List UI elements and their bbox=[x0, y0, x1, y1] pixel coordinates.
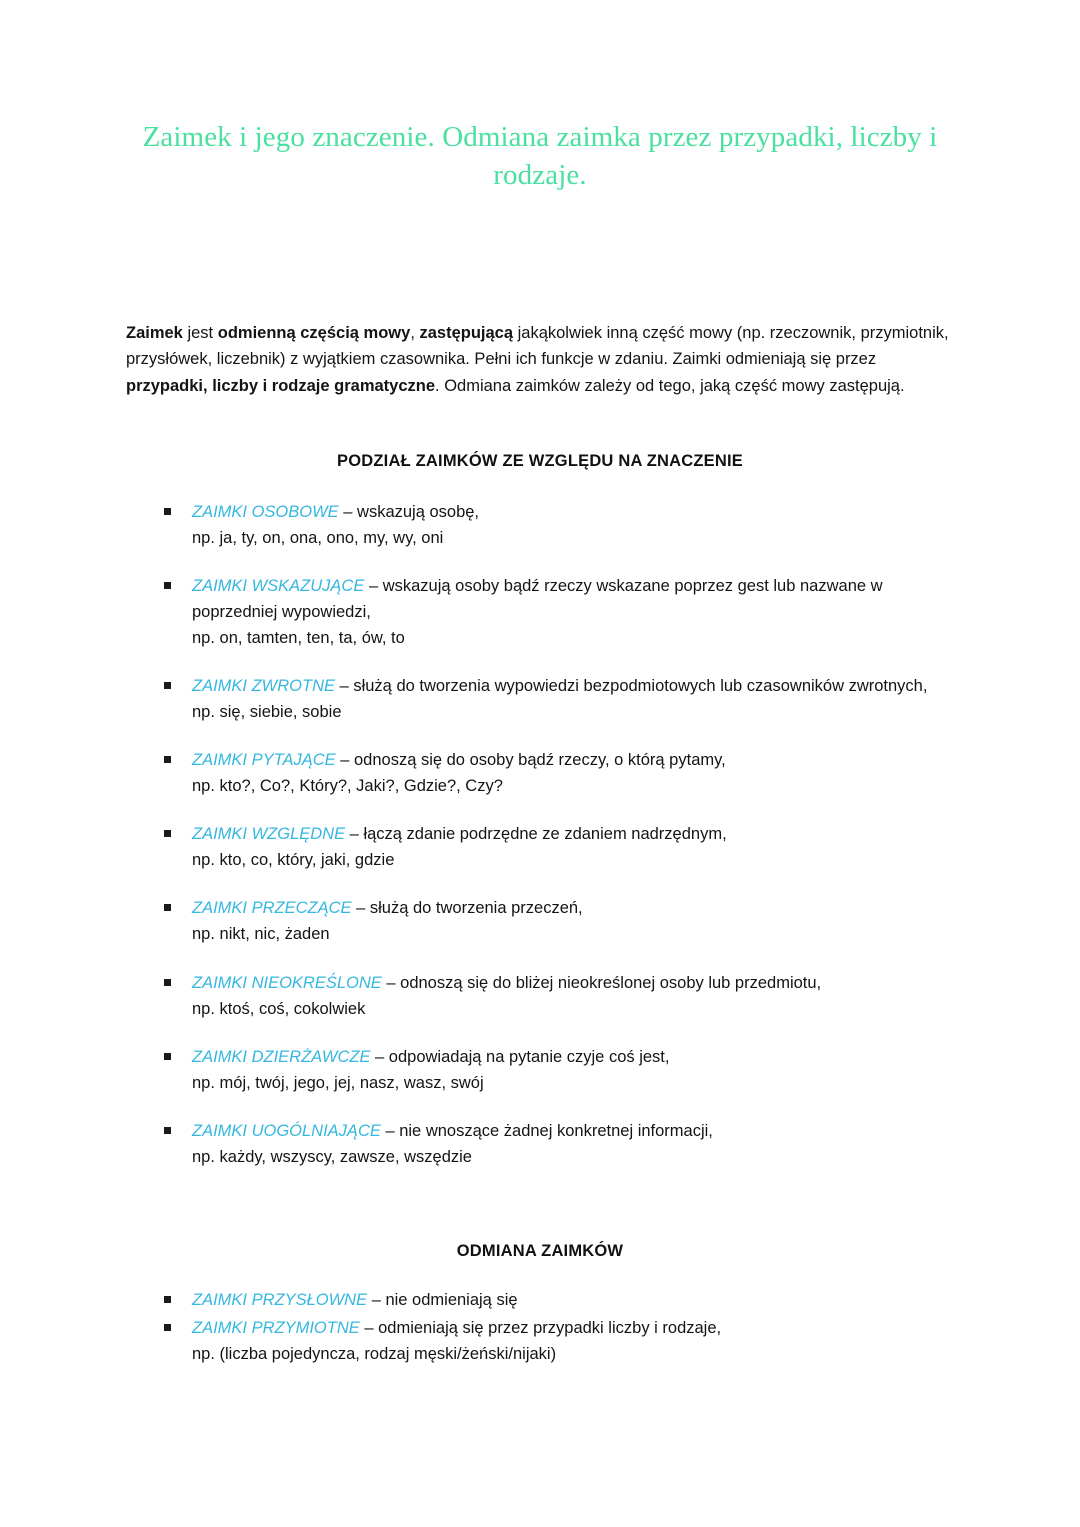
examples-text: np. każdy, wszyscy, zawsze, wszędzie bbox=[192, 1147, 472, 1166]
intro-text-4: . Odmiana zaimków zależy od tego, jaką część mowy zastępują. bbox=[435, 376, 905, 395]
examples-text: np. się, siebie, sobie bbox=[192, 703, 342, 722]
list-item bbox=[160, 1044, 954, 1096]
list-item bbox=[160, 970, 954, 1022]
definition-text: – odpowiadają na pytanie czyje coś jest, bbox=[370, 1047, 670, 1066]
list-item bbox=[160, 1287, 954, 1313]
intro-text-2: , bbox=[410, 323, 420, 342]
term-zaimki-pytajace: ZAIMKI PYTAJĄCE bbox=[192, 751, 336, 770]
definition-text: – służą do tworzenia przeczeń, bbox=[351, 899, 583, 918]
examples-text: np. kto, co, który, jaki, gdzie bbox=[192, 851, 395, 870]
definition-text: – odnoszą się do bliżej nieokreślonej osoby lub przedmiotu, bbox=[381, 973, 822, 992]
intro-paragraph bbox=[126, 320, 954, 400]
intro-bold-przypadki: przypadki, liczby i rodzaje gramatyczne bbox=[126, 376, 436, 395]
list-item bbox=[160, 895, 954, 947]
list-item bbox=[160, 1118, 954, 1170]
intro-bold-zaimek: Zaimek bbox=[126, 323, 183, 342]
term-zaimki-przyslowne: ZAIMKI PRZYSŁOWNE bbox=[192, 1290, 368, 1309]
term-zaimki-wskazujace: ZAIMKI WSKAZUJĄCE bbox=[192, 576, 365, 595]
declension-list bbox=[126, 1287, 954, 1367]
list-item bbox=[160, 499, 954, 551]
term-zaimki-wzgledne: ZAIMKI WZGLĘDNE bbox=[192, 825, 346, 844]
term-zaimki-przeczace: ZAIMKI PRZECZĄCE bbox=[192, 899, 352, 918]
definition-text: – nie wnoszące żadnej konkretnej informacji, bbox=[380, 1121, 713, 1140]
term-zaimki-uogolniajace: ZAIMKI UOGÓLNIAJĄCE bbox=[192, 1121, 381, 1140]
list-item bbox=[160, 747, 954, 799]
examples-text: np. kto?, Co?, Który?, Jaki?, Gdzie?, Czy? bbox=[192, 777, 503, 796]
definition-text: – wskazują osoby bądź rzeczy wskazane poprzez gest lub nazwane w poprzedniej wypowiedzi, bbox=[192, 576, 883, 621]
page-title: Zaimek i jego znaczenie. Odmiana zaimka przez przypadki, liczby i rodzaje. bbox=[142, 121, 938, 192]
definition-text: – odmieniają się przez przypadki liczby i rodzaje, bbox=[359, 1318, 722, 1337]
intro-bold-zastepujaca: zastępującą bbox=[419, 323, 514, 342]
section-heading-podzial: PODZIAŁ ZAIMKÓW ZE WZGLĘDU NA ZNACZENIE bbox=[337, 451, 743, 470]
intro-text-1: jest bbox=[182, 323, 218, 342]
term-zaimki-dzierzawcze: ZAIMKI DZIERŻAWCZE bbox=[192, 1047, 371, 1066]
examples-text: np. (liczba pojedyncza, rodzaj męski/żeński/nijaki) bbox=[192, 1345, 557, 1363]
list-item bbox=[160, 1315, 954, 1367]
examples-text: np. mój, twój, jego, jej, nasz, wasz, swój bbox=[192, 1073, 484, 1092]
term-zaimki-zwrotne: ZAIMKI ZWROTNE bbox=[192, 677, 335, 695]
section-heading-odmiana: ODMIANA ZAIMKÓW bbox=[456, 1241, 624, 1260]
list-item bbox=[160, 821, 954, 873]
examples-text: np. nikt, nic, żaden bbox=[192, 925, 330, 944]
examples-text: np. on, tamten, ten, ta, ów, to bbox=[192, 628, 405, 647]
intro-bold-odmienna: odmienną częścią mowy bbox=[217, 323, 411, 342]
list-item bbox=[160, 573, 954, 651]
definition-text: – odnoszą się do osoby bądź rzeczy, o którą pytamy, bbox=[335, 751, 726, 770]
definition-text: – łączą zdanie podrzędne ze zdaniem nadrzędnym, bbox=[345, 825, 727, 844]
term-zaimki-nieokreslone: ZAIMKI NIEOKREŚLONE bbox=[192, 973, 382, 992]
list-item bbox=[160, 673, 954, 725]
examples-text: np. ktoś, coś, cokolwiek bbox=[192, 999, 366, 1018]
definition-text: – wskazują osobę, bbox=[338, 502, 480, 521]
term-zaimki-przymiotne: ZAIMKI PRZYMIOTNE bbox=[192, 1318, 360, 1337]
term-zaimki-osobowe: ZAIMKI OSOBOWE bbox=[192, 502, 339, 521]
definition-text: – służą do tworzenia wypowiedzi bezpodmiotowych lub czasowników zwrotnych, bbox=[335, 677, 928, 695]
pronoun-types-list bbox=[126, 499, 954, 1170]
intro-text-3: jakąkolwiek inną część mowy (np. rzeczownik, przymiotnik, przysłówek, liczebnik) z wyjątkiem czasownika. Pełni ich funkcje w zdaniu. Zaimki odmieniają się przez bbox=[126, 323, 949, 369]
examples-text: np. ja, ty, on, ona, ono, my, wy, oni bbox=[192, 528, 444, 547]
definition-text: – nie odmieniają się bbox=[367, 1290, 518, 1309]
